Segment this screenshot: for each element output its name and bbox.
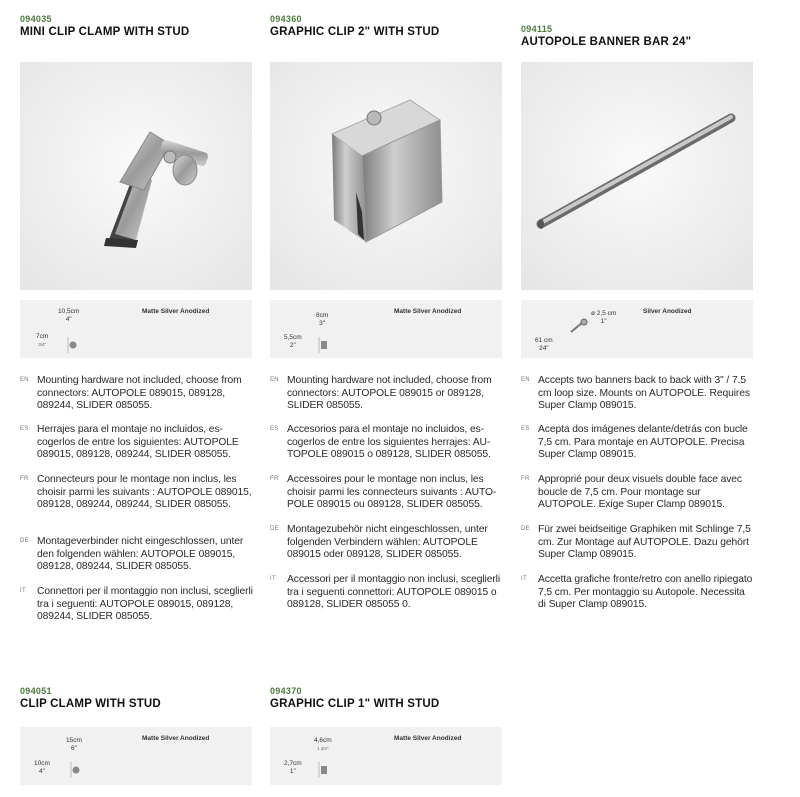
- description-en: [270, 375, 504, 413]
- height-cm: 2,7cm: [284, 760, 302, 767]
- product-094051: [20, 686, 254, 710]
- width-in: 1 3/4": [317, 746, 329, 751]
- product-code: 094035: [20, 14, 52, 24]
- lang-code: IT: [20, 588, 26, 594]
- bar-diagram-icon: [569, 318, 589, 334]
- description-text: Connecteurs pour le montage non inclus, les choisir parmi les suivants : AUTOPOLE 089015, 089128, 089244, 089244, SLIDER 085055.: [37, 474, 252, 511]
- finish-label: Matte Silver Anodized: [394, 308, 462, 315]
- width-in: 4": [65, 316, 72, 323]
- clip-diagram-icon: [316, 761, 330, 779]
- product-title: CLIP CLAMP WITH STUD: [20, 698, 161, 710]
- diameter-in: 1": [600, 318, 607, 325]
- spec-box: [20, 300, 252, 358]
- description-fr: [20, 474, 254, 512]
- lang-code: DE: [521, 526, 530, 532]
- description-text: Mounting hardware not included, choose from connectors: AUTOPOLE 089015 or 089128, SLIDER 085055.: [287, 375, 492, 412]
- description-text: Montagezubehör nicht eingeschlossen, unter folgenden Verbindern wählen: AUTOPOLE 089015 oder 089128, SLIDER 085055.: [287, 524, 488, 561]
- clamp-diagram-icon: [65, 336, 79, 354]
- lang-code: DE: [20, 538, 29, 544]
- spec-box: [20, 727, 252, 785]
- height-in: 1": [289, 768, 296, 775]
- description-text: Accetta grafiche fronte/retro con anello ripiegato 7,5 cm. Per montaggio su Autopole. Necessita di Super Clamp 089015.: [538, 574, 753, 611]
- height-dimension: [34, 760, 50, 776]
- description-text: Montageverbinder nicht eingeschlossen, unter den folgenden wählen: AUTOPOLE 089015, 089128, 089244, SLIDER 085055.: [37, 536, 244, 573]
- lang-code: IT: [521, 576, 527, 582]
- mini-clip-clamp-illustration: [20, 62, 252, 290]
- product-094360: [270, 14, 504, 38]
- product-photo-graphic-clip-2: [270, 62, 502, 290]
- length-dimension: [535, 337, 553, 353]
- product-title: GRAPHIC CLIP 1" WITH STUD: [270, 698, 440, 710]
- lang-code: FR: [20, 476, 29, 482]
- height-dimension: [284, 334, 302, 350]
- description-es: [270, 424, 504, 462]
- lang-code: IT: [270, 576, 276, 582]
- description-es: [20, 424, 254, 462]
- height-cm: 7cm: [36, 333, 49, 340]
- lang-code: EN: [521, 377, 530, 383]
- lang-code: DE: [270, 526, 279, 532]
- description-text: Accepts two banners back to back with 3" / 7.5 cm loop size. Mounts on AUTOPOLE. Requires Super Clamp 089015.: [538, 375, 750, 412]
- description-text: Accessori per il montaggio non inclusi, sceglierli tra i seguenti connettori: AUTOPOLE 089015 o 089128, SLIDER 085055 0.: [287, 574, 501, 611]
- width-cm: 8cm: [316, 312, 329, 319]
- product-094035: [20, 14, 254, 38]
- width-cm: 10,5cm: [58, 308, 80, 315]
- product-code: 094360: [270, 14, 302, 24]
- product-code: 094115: [521, 24, 553, 34]
- description-text: Approprié pour deux visuels double face avec boucle de 7,5 cm. Pour montage sur AUTOPOLE. Exige Super Clamp 089015.: [538, 474, 742, 511]
- height-in: 3/4": [38, 342, 47, 347]
- description-de: [270, 524, 504, 562]
- lang-code: ES: [20, 426, 29, 432]
- height-cm: 10cm: [34, 760, 50, 767]
- description-it: [521, 574, 755, 612]
- height-dimension: [284, 760, 302, 776]
- width-dimension: [58, 308, 79, 324]
- finish-label: Silver Anodized: [643, 308, 692, 315]
- lang-code: ES: [270, 426, 279, 432]
- description-text: Für zwei beidseitige Graphiken mit Schlinge 7,5 cm. Zur Montage auf AUTOPOLE. Dazu gehört Super Clamp 089015.: [538, 524, 751, 561]
- description-text: Accessoires pour le montage non inclus, les choisir parmi les connecteurs suivants : AUTO-POLE 089015 ou 089128, SLIDER 085055.: [287, 474, 497, 511]
- width-dimension: [314, 737, 332, 753]
- description-es: [521, 424, 755, 462]
- height-in: 4": [38, 768, 45, 775]
- description-de: [521, 524, 755, 562]
- height-dimension: [36, 333, 48, 349]
- description-text: Acepta dos imágenes delante/detrás con bucle 7,5 cm. Para montaje en AUTOPOLE. Precisa Super Clamp 089015.: [538, 424, 748, 461]
- product-title: MINI CLIP CLAMP WITH STUD: [20, 26, 190, 38]
- diameter-cm: ø 2,5 cm: [591, 310, 617, 317]
- finish-label: Matte Silver Anodized: [142, 308, 210, 315]
- lang-code: EN: [270, 377, 279, 383]
- description-text: Accesorios para el montaje no incluidos, es-cogerlos de entre los siguientes herrajes: AU-TOPOLE 089015 o 089128, SLIDER 085055.: [287, 424, 491, 461]
- width-cm: 15cm: [66, 737, 82, 744]
- description-en: [20, 375, 254, 413]
- width-dimension: [316, 312, 328, 328]
- spec-box: [270, 300, 502, 358]
- description-text: Herrajes para el montaje no incluidos, es-cogerlos de entre los siguientes: AUTOPOLE 089015, 089128, 089244, SLIDER 085055.: [37, 424, 239, 461]
- lang-code: FR: [521, 476, 530, 482]
- description-de: [20, 536, 254, 574]
- description-text: Mounting hardware not included, choose from connectors: AUTOPOLE 089015, 089128, 089244, SLIDER 085055.: [37, 375, 242, 412]
- finish-label: Matte Silver Anodized: [394, 735, 462, 742]
- graphic-clip-illustration: [270, 62, 502, 290]
- diameter-dimension: [591, 310, 616, 326]
- product-094115: [521, 24, 755, 48]
- description-fr: [521, 474, 755, 512]
- description-en: [521, 375, 755, 413]
- clip-diagram-icon: [316, 336, 330, 354]
- width-cm: 4,6cm: [314, 737, 332, 744]
- description-fr: [270, 474, 504, 512]
- length-cm: 61 cm: [535, 337, 553, 344]
- product-094370: [270, 686, 504, 710]
- product-code: 094051: [20, 686, 52, 696]
- finish-label: Matte Silver Anodized: [142, 735, 210, 742]
- clamp-diagram-icon: [68, 761, 82, 779]
- height-cm: 5,5cm: [284, 334, 302, 341]
- description-it: [270, 574, 504, 612]
- length-in: 24": [539, 345, 549, 352]
- product-title: AUTOPOLE BANNER BAR 24": [521, 36, 692, 48]
- width-in: 3": [319, 320, 326, 327]
- spec-box: [521, 300, 753, 358]
- product-photo-mini-clip-clamp: [20, 62, 252, 290]
- spec-box: [270, 727, 502, 785]
- height-in: 2": [289, 342, 296, 349]
- description-it: [20, 586, 254, 624]
- lang-code: EN: [20, 377, 29, 383]
- product-photo-banner-bar: [521, 62, 753, 290]
- width-in: 6": [70, 745, 77, 752]
- lang-code: ES: [521, 426, 530, 432]
- banner-bar-illustration: [521, 62, 753, 290]
- product-code: 094370: [270, 686, 302, 696]
- product-title: GRAPHIC CLIP 2" WITH STUD: [270, 26, 440, 38]
- description-text: Connettori per il montaggio non inclusi, sceglierli tra i seguenti: AUTOPOLE 089015, 089128, 089244, SLIDER 085055.: [37, 586, 253, 623]
- width-dimension: [66, 737, 82, 753]
- lang-code: FR: [270, 476, 279, 482]
